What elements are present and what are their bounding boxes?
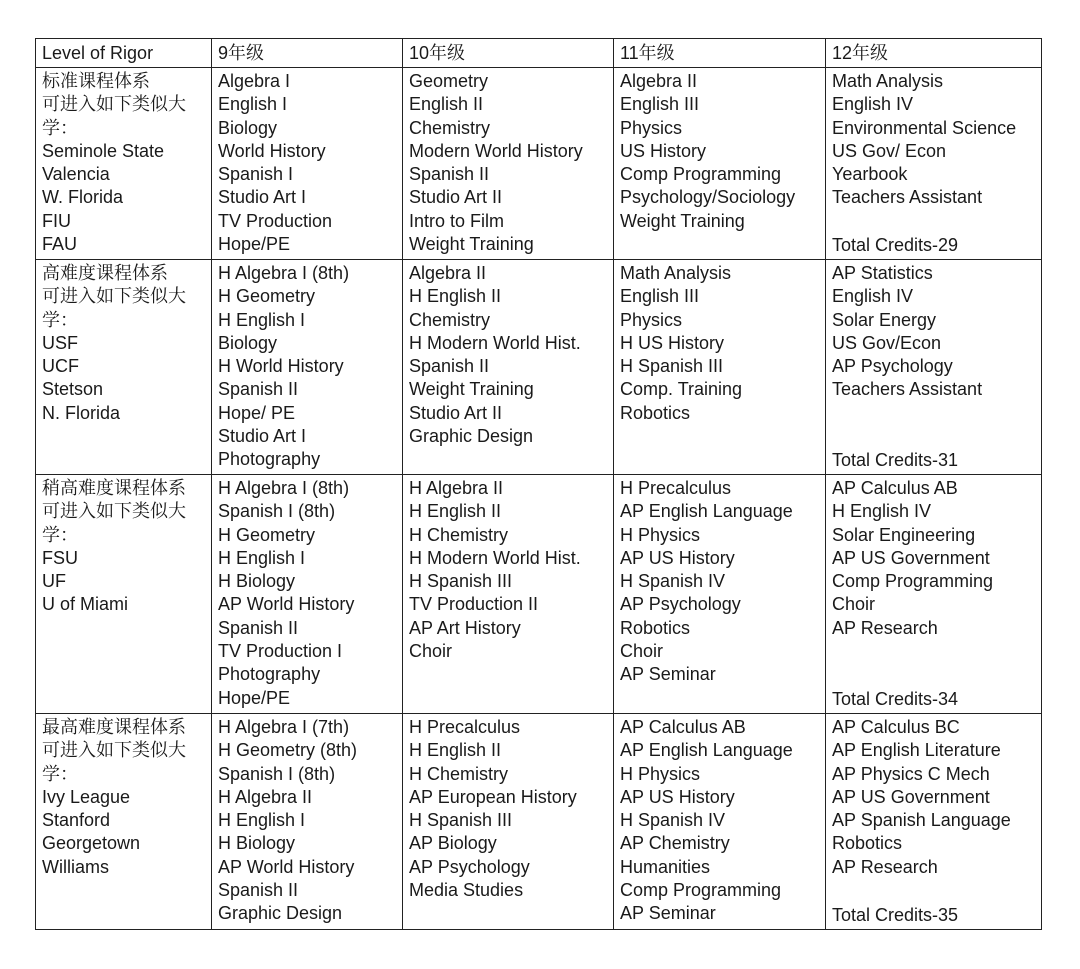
course-item: Biology [218,332,278,353]
table-row [36,260,1042,475]
course-item: Choir [409,641,453,662]
course-item: Choir [832,594,876,615]
course-item: AP Biology [409,833,497,854]
grade-12-cell [826,68,1042,260]
course-item: Spanish I [218,164,294,185]
course-item: H US History [620,332,725,353]
grade-11-cell [614,68,826,260]
rigor-line: N. Florida [42,402,121,423]
course-item: Weight Training [620,210,745,231]
course-item: H Chemistry [409,524,509,545]
course-item: TV Production [218,210,333,231]
course-item: Math Analysis [832,71,944,91]
course-item: AP Psychology [620,594,741,615]
course-item: AP Seminar [620,664,716,685]
course-item: H English I [218,810,306,831]
course-item: Graphic Design [218,903,343,924]
rigor-cell [36,714,212,930]
total-credits: Total Credits-35 [832,904,959,925]
course-item: H Algebra II [218,786,313,807]
course-item: AP Psychology [409,856,530,877]
cell-content [218,70,396,258]
course-item: AP Calculus AB [832,478,958,498]
course-item: Biology [218,117,278,138]
grade-10-cell [403,68,614,260]
course-item: Spanish II [218,880,299,901]
course-item: AP US History [620,786,735,807]
course-item: US Gov/Econ [832,332,942,353]
rigor-line: 标准课程体系 [42,71,150,91]
course-item: Hope/PE [218,687,291,708]
course-item: Studio Art II [409,402,503,423]
rigor-line: 学： [42,763,78,784]
rigor-line: 最高难度课程体系 [42,717,186,737]
course-item: H Spanish III [620,356,724,377]
header-grade-12: 12年级 [826,39,1042,68]
course-item: Spanish II [218,379,299,400]
course-item: Choir [620,641,664,662]
course-item: H Precalculus [409,717,521,737]
course-item: Environmental Science [832,117,1017,138]
course-item: Spanish II [409,164,490,185]
course-item: Psychology/Sociology [620,187,796,208]
rigor-line: W. Florida [42,187,124,208]
course-item: H Algebra II [409,478,504,498]
rigor-cell [36,475,212,714]
header-grade-10: 10年级 [403,39,614,68]
cell-content [218,477,396,712]
cell-content [409,70,607,258]
grade-11-cell [614,714,826,930]
total-credits: Total Credits-31 [832,449,959,470]
course-item: Chemistry [409,309,491,330]
course-item: US History [620,140,707,161]
course-item: H Algebra I (8th) [218,263,350,283]
header-grade-9: 9年级 [212,39,403,68]
grade-9-cell [212,714,403,930]
grade-12-cell [826,714,1042,930]
grade-11-cell [614,260,826,475]
grade-12-cell [826,475,1042,714]
cell-content [218,262,396,473]
grade-10-cell [403,260,614,475]
course-item: Algebra II [620,71,698,91]
course-item: Intro to Film [409,210,505,231]
cell-content [620,716,819,928]
course-item: H English II [409,501,502,522]
grade-10-cell [403,475,614,714]
course-item: H Algebra I (8th) [218,478,350,498]
course-item: Comp. Training [620,379,743,400]
course-item: AP Spanish Language [832,810,1011,831]
course-item: H English I [218,309,306,330]
course-item: H Spanish IV [620,571,726,592]
rigor-line: FAU [42,234,78,255]
course-item: Media Studies [409,880,524,901]
course-item: Studio Art II [409,187,503,208]
course-item: TV Production II [409,594,539,615]
rigor-line: Stanford [42,810,111,831]
course-item: Chemistry [409,117,491,138]
course-item: Geometry [409,71,489,91]
course-item: H Geometry [218,286,316,307]
course-item: Graphic Design [409,426,534,447]
course-item: AP World History [218,594,355,615]
grade-10-cell [403,714,614,930]
rigor-line: 可进入如下类似大 [42,94,186,115]
course-item: H Modern World Hist. [409,332,581,353]
course-item: Hope/ PE [218,402,296,423]
rigor-line: 可进入如下类似大 [42,286,186,307]
table-row [36,68,1042,260]
course-item: Algebra I [218,71,291,91]
course-item: English IV [832,286,914,307]
course-item: Physics [620,309,683,330]
course-item: Algebra II [409,263,487,283]
course-item: H English II [409,740,502,761]
course-item: AP Calculus BC [832,717,960,737]
table-row [36,475,1042,714]
course-item: AP English Language [620,740,793,761]
rigor-line: Georgetown [42,833,141,854]
course-item: Spanish II [218,617,299,638]
cell-content [409,716,607,928]
cell-content [832,70,1035,258]
course-item: H Geometry (8th) [218,740,358,761]
rigor-line: U of Miami [42,594,129,615]
course-item: English II [409,94,484,115]
course-item: Spanish II [409,356,490,377]
rigor-line: Ivy League [42,786,131,807]
course-item: AP Statistics [832,263,933,283]
course-item: Robotics [620,617,691,638]
header-grade-11: 11年级 [614,39,826,68]
course-item: Spanish I (8th) [218,763,336,784]
header-level-of-rigor: Level of Rigor [36,39,212,68]
rigor-line: 稍高难度课程体系 [42,478,186,498]
total-credits: Total Credits-34 [832,688,959,709]
course-item: H Spanish IV [620,810,726,831]
course-item: AP Chemistry [620,833,730,854]
course-item: AP Psychology [832,356,953,377]
course-item: Comp Programming [620,164,782,185]
course-item: Math Analysis [620,263,732,283]
rigor-line: Seminole State [42,140,165,161]
rigor-line: 高难度课程体系 [42,263,168,283]
cell-content [832,716,1035,928]
rigor-line: Stetson [42,379,104,400]
grade-9-cell [212,260,403,475]
course-item: H English IV [832,501,932,522]
course-item: H English I [218,547,306,568]
header-row [36,39,1042,68]
cell-content [620,262,819,473]
course-item: Comp Programming [832,571,994,592]
total-credits: Total Credits-29 [832,234,959,255]
course-item: AP World History [218,856,355,877]
course-item: Teachers Assistant [832,187,983,208]
rigor-line: Williams [42,856,109,877]
course-item: Teachers Assistant [832,379,983,400]
course-item: AP Calculus AB [620,717,746,737]
course-item: H English II [409,286,502,307]
cell-content [832,262,1035,473]
course-item: World History [218,140,326,161]
course-item: Weight Training [409,379,534,400]
course-item: English I [218,94,288,115]
rigor-cell [36,68,212,260]
course-item: AP European History [409,786,577,807]
course-item: H Physics [620,524,701,545]
course-item: Robotics [832,833,903,854]
course-item: H Geometry [218,524,316,545]
rigor-cell [36,260,212,475]
cell-content [218,716,396,928]
course-item: AP Seminar [620,903,716,924]
course-item: English III [620,94,700,115]
rigor-line: 学： [42,524,78,545]
course-rigor-table [35,38,1042,930]
course-item: Humanities [620,856,711,877]
cell-content [620,70,819,258]
course-item: H Biology [218,571,296,592]
course-item: TV Production I [218,641,343,662]
course-item: H Spanish III [409,571,513,592]
course-item: Solar Engineering [832,524,976,545]
course-item: Modern World History [409,140,583,161]
grade-9-cell [212,68,403,260]
rigor-line: UF [42,571,66,592]
course-item: H Algebra I (7th) [218,717,350,737]
cell-content [620,477,819,712]
course-item: English III [620,286,700,307]
course-item: Weight Training [409,234,534,255]
course-item: English IV [832,94,914,115]
rigor-line: Valencia [42,164,110,185]
rigor-line: 学： [42,117,78,138]
course-item: H Physics [620,763,701,784]
course-item: Studio Art I [218,426,307,447]
course-item: H Chemistry [409,763,509,784]
grade-9-cell [212,475,403,714]
course-item: H Modern World Hist. [409,547,581,568]
course-item: AP US Government [832,786,990,807]
cell-content [409,262,607,473]
course-item: H Spanish III [409,810,513,831]
course-item: US Gov/ Econ [832,140,947,161]
course-item: AP Physics C Mech [832,763,990,784]
rigor-line: UCF [42,356,79,377]
course-item: AP Research [832,617,938,638]
cell-content [42,716,205,928]
course-item: AP English Literature [832,740,1001,761]
course-item: Comp Programming [620,880,782,901]
course-item: H World History [218,356,344,377]
course-item: Solar Energy [832,309,937,330]
course-item: Hope/PE [218,234,291,255]
rigor-line: FIU [42,210,71,231]
course-item: Yearbook [832,164,908,185]
course-item: Robotics [620,402,691,423]
rigor-line: 可进入如下类似大 [42,501,186,522]
cell-content [42,262,205,473]
course-item: Studio Art I [218,187,307,208]
grade-12-cell [826,260,1042,475]
course-item: Spanish I (8th) [218,501,336,522]
rigor-line: 可进入如下类似大 [42,740,186,761]
course-item: H Biology [218,833,296,854]
rigor-line: USF [42,332,78,353]
course-item: AP Research [832,856,938,877]
table-row [36,714,1042,930]
course-item: Physics [620,117,683,138]
course-item: Photography [218,664,321,685]
course-item: AP US History [620,547,735,568]
grade-11-cell [614,475,826,714]
cell-content [42,70,205,258]
course-item: AP English Language [620,501,793,522]
rigor-line: FSU [42,547,78,568]
course-item: AP Art History [409,617,521,638]
cell-content [409,477,607,712]
course-item: Photography [218,449,321,470]
course-item: AP US Government [832,547,990,568]
cell-content [832,477,1035,712]
rigor-line: 学： [42,309,78,330]
course-item: H Precalculus [620,478,732,498]
cell-content [42,477,205,712]
